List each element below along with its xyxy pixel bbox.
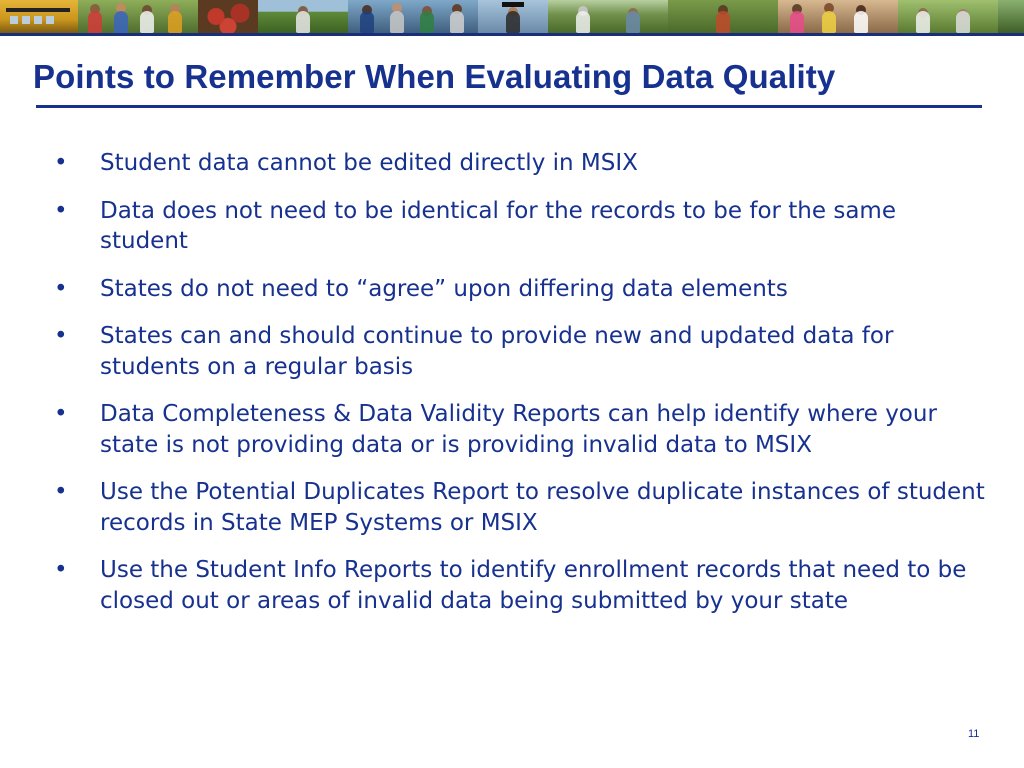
bullet-marker: • bbox=[54, 557, 68, 583]
bullet-marker: • bbox=[54, 275, 68, 302]
banner-photo-orchard bbox=[668, 0, 778, 33]
bullet-text: Use the Student Info Reports to identify enrollment records that need to be closed out or areas of invalid data being submitted by your state bbox=[100, 557, 967, 614]
bullet-marker: • bbox=[54, 401, 68, 427]
bullet-item bbox=[50, 555, 990, 616]
banner-photo-children bbox=[78, 0, 198, 33]
bullet-text: Student data cannot be edited directly in MSIX bbox=[100, 150, 638, 176]
banner-divider bbox=[0, 33, 1024, 36]
bullet-marker: • bbox=[54, 323, 68, 349]
banner-photo-girls bbox=[778, 0, 898, 33]
bullet-item bbox=[50, 196, 990, 257]
slide-title: Points to Remember When Evaluating Data Quality bbox=[33, 58, 836, 95]
bullet-text: Data Completeness & Data Validity Reports can help identify where your state is not providing data or is providing invalid data to MSIX bbox=[100, 401, 937, 458]
bullet-text: Use the Potential Duplicates Report to resolve duplicate instances of student records in State MEP Systems or MSIX bbox=[100, 479, 985, 536]
banner-photo-field bbox=[258, 0, 348, 33]
bullet-item bbox=[50, 321, 990, 382]
bullet-text: States can and should continue to provide new and updated data for students on a regular basis bbox=[100, 323, 894, 380]
bullet-text: Data does not need to be identical for the records to be for the same student bbox=[100, 197, 896, 254]
banner-photo-farm-worker bbox=[548, 0, 668, 33]
page-number: 11 bbox=[968, 728, 980, 740]
banner-photo-school-bus bbox=[0, 0, 78, 33]
banner-photo-workers bbox=[898, 0, 998, 33]
bullet-item bbox=[50, 399, 990, 460]
header-photo-banner bbox=[0, 0, 1024, 33]
banner-photo-apples bbox=[198, 0, 258, 33]
banner-photo-graduate bbox=[478, 0, 548, 33]
title-underline bbox=[36, 105, 982, 108]
bullet-marker: • bbox=[54, 197, 68, 224]
bullet-text: States do not need to “agree” upon differing data elements bbox=[100, 275, 788, 302]
banner-photo-boy bbox=[998, 0, 1024, 33]
bullet-item bbox=[50, 477, 990, 538]
bullet-item bbox=[50, 148, 990, 179]
banner-photo-students bbox=[348, 0, 478, 33]
bullet-list bbox=[50, 148, 990, 633]
bullet-marker: • bbox=[54, 479, 68, 505]
bullet-item bbox=[50, 274, 990, 305]
bullet-marker: • bbox=[54, 150, 68, 176]
